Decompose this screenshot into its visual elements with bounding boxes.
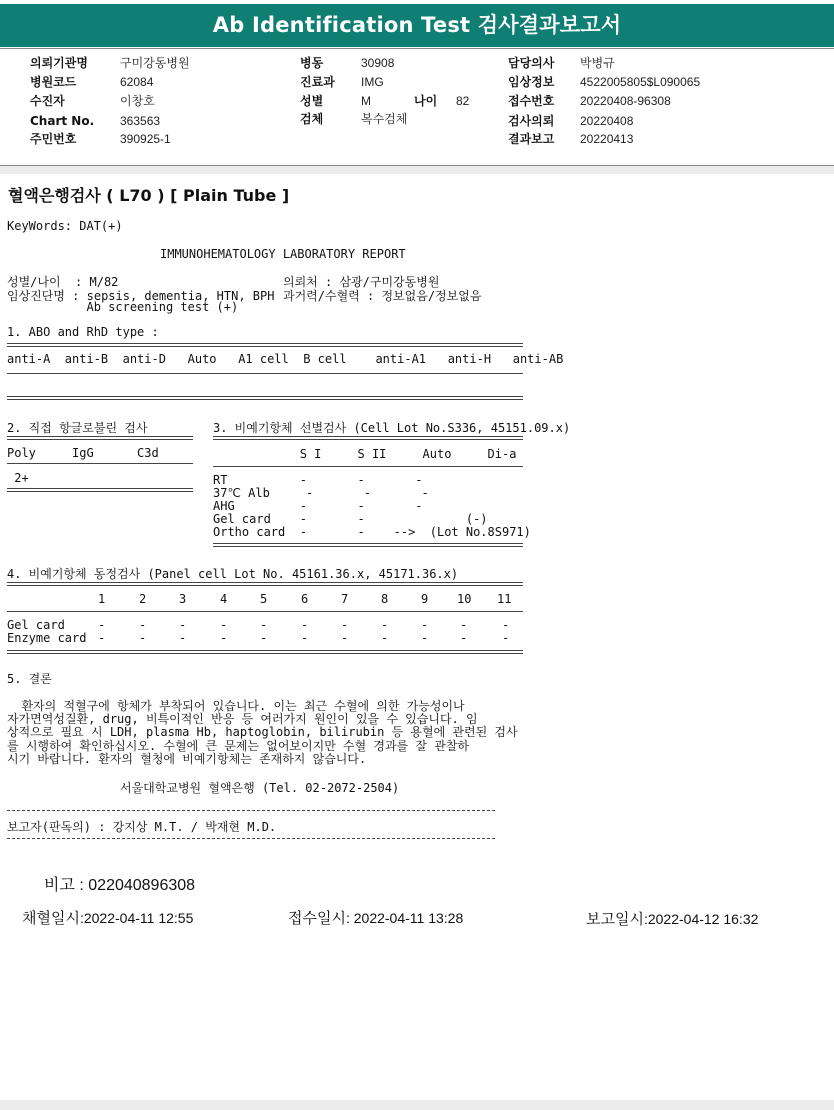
panel-col: 4 [220,592,228,606]
header-value-sex [361,92,371,111]
panel-col: 11 [497,592,512,606]
header-label: 주민번호 [30,132,77,146]
header-value: M [361,94,371,108]
abo-columns: anti-A anti-B anti-D Auto A1 cell B cell anti-A1 anti-H anti-AB [7,352,564,366]
header-field-hospital-code [30,73,76,92]
header-label: 나이 [414,94,438,108]
abo-bottom-rule [7,396,523,400]
panel-col: 8 [381,592,389,606]
header-field-ward [300,54,323,73]
panel-cell: - [421,631,429,645]
panel-col: 6 [301,592,309,606]
section-separator [0,166,834,174]
screen-header-rule [213,466,523,467]
header-field-patient [30,92,65,111]
report-heading: IMMUNOHEMATOLOGY LABORATORY REPORT [160,247,406,261]
header-value: 20220413 [580,132,634,146]
panel-cell: - [502,631,510,645]
panel-col: 9 [421,592,429,606]
receive-label: 접수일시 [288,910,346,927]
panel-cell: - [381,618,389,632]
report-title: Ab Identification Test 검사결과보고서 [0,4,834,47]
header-field-institution [30,54,88,73]
header-label: 접수번호 [508,94,555,108]
panel-bottom-rule [7,650,523,654]
collect-time [22,907,193,928]
header-value-patient [120,92,155,111]
note [44,872,195,895]
panel-cell: - [502,618,510,632]
header-value: 이창호 [120,94,155,108]
header-label: 병동 [300,56,324,70]
conclusion-line: 시기 바랍니다. 환자의 혈청에 비예기항체는 존재하지 않습니다. [7,752,367,766]
ab-screen-result: Ab screening test (+) [7,300,239,314]
page-bottom-bar [0,1100,834,1110]
report-value: :2022-04-12 16:32 [643,911,759,927]
dat-header-rule [7,463,193,464]
panel-col: 1 [98,592,106,606]
header-value-age [456,92,469,111]
panel-cell: - [139,618,147,632]
note-label: 비고 [44,877,75,894]
panel-col: 3 [179,592,187,606]
receive-time [288,907,463,928]
header-field-receipt-no [508,92,554,111]
panel-cell: - [341,618,349,632]
header-value: 복수검체 [361,112,408,126]
panel-col: 2 [139,592,147,606]
reporter: 보고자(판독의) : 강지상 M.T. / 박재현 M.D. [7,820,277,834]
header-field-clinical-info [508,73,554,92]
header-value-resident-no [120,130,171,149]
header-value-receipt-no [580,92,671,111]
header-value-ward [361,54,394,73]
panel-cell: - [341,631,349,645]
abo-header-rule [7,373,523,374]
screen-row-ortho: Ortho card - - --> (Lot No.8S971) [213,525,531,539]
panel-cell: - [220,618,228,632]
header-top-divider [0,48,834,49]
header-field-age [414,92,437,111]
header-value: 4522005805$L090065 [580,75,701,89]
patient-header [0,48,834,166]
header-field-resident-no [30,130,76,149]
header-label: 임상정보 [508,75,555,89]
conclusion-line: 상적으로 필요 시 LDH, plasma Hb, haptoglobin, bilirubin 등 용혈에 관련된 검사 [7,725,518,739]
header-value: 박병규 [580,56,615,70]
header-field-report-date [508,130,554,149]
header-label: 결과보고 [508,132,555,146]
dat-title: 2. 직접 항글로불린 검사 [7,421,148,435]
dat-columns: Poly IgG C3d [7,446,159,460]
panel-top-rule [7,582,523,586]
header-label: 수진자 [30,94,65,108]
panel-cell: - [139,631,147,645]
keywords: KeyWords: DAT(+) [7,219,123,233]
panel-col: 10 [457,592,472,606]
header-value-report-date [580,130,633,149]
header-label: 검체 [300,112,324,126]
transfusion-history: 과거력/수혈력 : 정보없음/정보없음 [283,289,482,303]
report-time [586,908,758,929]
abo-top-rule [7,343,523,347]
header-value: 82 [456,94,470,108]
header-field-chart-no [30,112,94,131]
header-field-physician [508,54,554,73]
header-value-physician [580,54,615,73]
header-label: Chart No. [30,114,95,128]
screen-row-ahg: AHG - - - [213,499,423,513]
header-label: 진료과 [300,75,335,89]
diagnosis: 임상진단명 : sepsis, dementia, HTN, BPH [7,289,275,303]
note-value: : 022040896308 [79,877,196,894]
screen-columns: S I S II Auto Di-a [213,447,517,461]
panel-cell: - [460,618,468,632]
lab-name: 서울대학교병원 혈액은행 (Tel. 02-2072-2504) [120,781,400,795]
panel-cell: - [301,618,309,632]
header-value-hospital-code [120,73,153,92]
panel-cell: - [260,631,268,645]
sex-age: 성별/나이 : M/82 [7,275,119,289]
header-value-chart-no [120,112,160,131]
screen-title: 3. 비예기항체 선별검사 (Cell Lot No.S336, 45151.09.x) [213,421,571,435]
conclusion-title: 5. 결론 [7,672,52,686]
section-title: 혈액은행검사 ( L70 ) [ Plain Tube ] [8,186,290,205]
conclusion-line: 자가면역성질환, drug, 비특이적인 반응 등 여러가지 원인이 있을 수 있습니다. 임 [7,712,478,726]
collect-label: 채혈일시 [22,910,80,927]
abo-title: 1. ABO and RhD type : [7,325,159,339]
receive-value: : 2022-04-11 13:28 [345,910,464,926]
header-value-department [361,73,384,92]
header-field-specimen [300,110,323,129]
panel-cell: - [460,631,468,645]
dat-bottom-rule [7,488,193,492]
dat-top-rule [7,436,193,440]
panel-cell: - [220,631,228,645]
dat-poly-value: 2+ [7,471,29,485]
screen-bottom-rule [213,543,523,547]
conclusion-line: 를 시행하여 확인하십시오. 수혈에 큰 문제는 없어보이지만 수혈 경과를 잘 관찰하 [7,739,470,753]
reporter-top-rule [7,810,495,811]
panel-cell: - [179,631,187,645]
header-value: 20220408-96308 [580,94,671,108]
panel-col: 5 [260,592,268,606]
panel-col: 7 [341,592,349,606]
header-value: IMG [361,75,384,89]
screen-row-gel: Gel card - - (-) [213,512,488,526]
conclusion-line: 환자의 적혈구에 항체가 부착되어 있습니다. 이는 최근 수혈에 의한 가능성이나 [7,699,465,713]
panel-header-rule [7,611,523,612]
header-label: 병원코드 [30,75,77,89]
header-value-specimen [361,110,407,129]
header-value: 30908 [361,56,395,70]
panel-row-label: Gel card [7,618,65,632]
header-value: 363563 [120,114,161,128]
header-label: 검사의뢰 [508,114,555,128]
header-label: 담당의사 [508,56,555,70]
header-value: 390925-1 [120,132,171,146]
screen-row-alb: 37℃ Alb - - - [213,486,429,500]
header-field-request-date [508,112,554,131]
header-value-clinical-info [580,73,700,92]
panel-title: 4. 비예기항체 동정검사 (Panel cell Lot No. 45161.36.x, 45171.36.x) [7,567,459,581]
header-value: 20220408 [580,114,634,128]
header-value-institution [120,54,190,73]
collect-value: :2022-04-11 12:55 [79,910,194,926]
header-value-request-date [580,112,633,131]
screen-row-rt: RT - - - [213,473,423,487]
header-value: 62084 [120,75,154,89]
header-value: 구미강동병원 [120,56,190,70]
panel-cell: - [381,631,389,645]
header-label: 의뢰기관명 [30,56,88,70]
panel-cell: - [179,618,187,632]
panel-cell: - [301,631,309,645]
reporter-bottom-rule [7,838,495,839]
panel-cell: - [98,631,106,645]
report-label: 보고일시 [586,911,644,928]
screen-top-rule [213,436,523,440]
header-label: 성별 [300,94,324,108]
panel-cell: - [260,618,268,632]
header-field-department [300,73,335,92]
panel-cell: - [421,618,429,632]
panel-row-label: Enzyme card [7,631,87,645]
referrer: 의뢰처 : 삼광/구미강동병원 [283,275,440,289]
panel-cell: - [98,618,106,632]
header-field-sex [300,92,323,111]
